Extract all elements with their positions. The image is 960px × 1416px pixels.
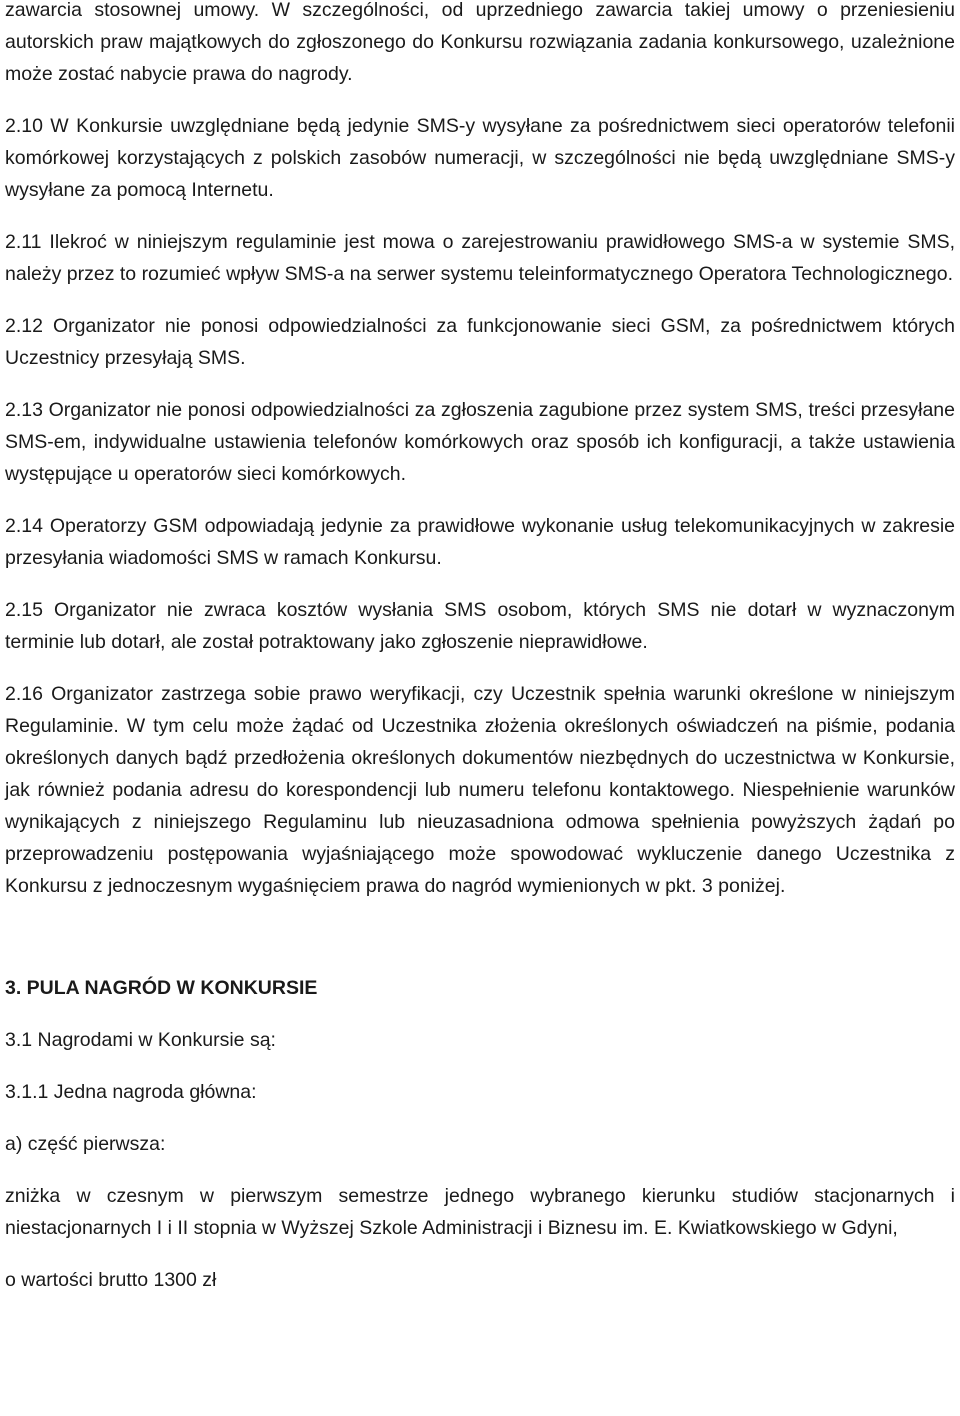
paragraph-3-1-1: 3.1.1 Jedna nagroda główna: xyxy=(5,1081,257,1103)
paragraph-2-16: 2.16 Organizator zastrzega sobie prawo weryfikacji, czy Uczestnik spełnia warunki określone w niniejszym Regulaminie. W tym celu może żądać od Uczestnika złożenia określonych oświadczeń na piśmie, podania określonych danych bądź przedłożenia określonych dokumentów niezbędnych do uczestnictwa w Konkursie, jak również podania adresu do korespondencji lub numeru telefonu kontaktowego. Niespełnienie warunków wynikających z niniejszego Regulaminu lub nieuzasadniona odmowa spełnienia powyższych żądań po przeprowadzeniu postępowania wyjaśniającego może spowodować wykluczenie danego Uczestnika z Konkursu z jednoczesnym wygaśnięciem prawa do nagród wymienionych w pkt. 3 poniżej. xyxy=(5,683,955,897)
paragraph-discount: zniżka w czesnym w pierwszym semestrze jednego wybranego kierunku studiów stacjonarnych i niestacjonarnych I i II stopnia w Wyższej Szkole Administracji i Biznesu im. E. Kwiatkowskiego w Gdyni, xyxy=(5,1185,955,1239)
paragraph-2-15: 2.15 Organizator nie zwraca kosztów wysłania SMS osobom, których SMS nie dotarł w wyznaczonym terminie lub dotarł, ale został potraktowany jako zgłoszenie nieprawidłowe. xyxy=(5,599,955,653)
paragraph-intro: zawarcia stosownej umowy. W szczególności, od uprzedniego zawarcia takiej umowy o przeniesieniu autorskich praw majątkowych do zgłoszonego do Konkursu rozwiązania zadania konkursowego, uzależnione może zostać nabycie prawa do nagrody. xyxy=(5,0,955,85)
paragraph-value: o wartości brutto 1300 zł xyxy=(5,1269,217,1291)
document-page xyxy=(5,0,955,1296)
paragraph-2-13: 2.13 Organizator nie ponosi odpowiedzialności za zgłoszenia zagubione przez system SMS, treści przesyłane SMS-em, indywidualne ustawienia telefonów komórkowych oraz sposób ich konfiguracji, a także ustawienia występujące u operatorów sieci komórkowych. xyxy=(5,399,955,485)
paragraph-3-1: 3.1 Nagrodami w Konkursie są: xyxy=(5,1029,276,1051)
paragraph-part-a: a) część pierwsza: xyxy=(5,1133,166,1155)
paragraph-2-10: 2.10 W Konkursie uwzględniane będą jedynie SMS-y wysyłane za pośrednictwem sieci operatorów telefonii komórkowej korzystających z polskich zasobów numeracji, w szczególności nie będą uwzględniane SMS-y wysyłane za pomocą Internetu. xyxy=(5,115,955,201)
paragraph-2-12: 2.12 Organizator nie ponosi odpowiedzialności za funkcjonowanie sieci GSM, za pośrednictwem których Uczestnicy przesyłają SMS. xyxy=(5,315,955,369)
paragraph-2-14: 2.14 Operatorzy GSM odpowiadają jedynie za prawidłowe wykonanie usług telekomunikacyjnych w zakresie przesyłania wiadomości SMS w ramach Konkursu. xyxy=(5,515,955,569)
section-3-heading: 3. PULA NAGRÓD W KONKURSIE xyxy=(5,977,318,999)
paragraph-2-11: 2.11 Ilekroć w niniejszym regulaminie jest mowa o zarejestrowaniu prawidłowego SMS-a w systemie SMS, należy przez to rozumieć wpływ SMS-a na serwer systemu teleinformatycznego Operatora Technologicznego. xyxy=(5,231,955,285)
